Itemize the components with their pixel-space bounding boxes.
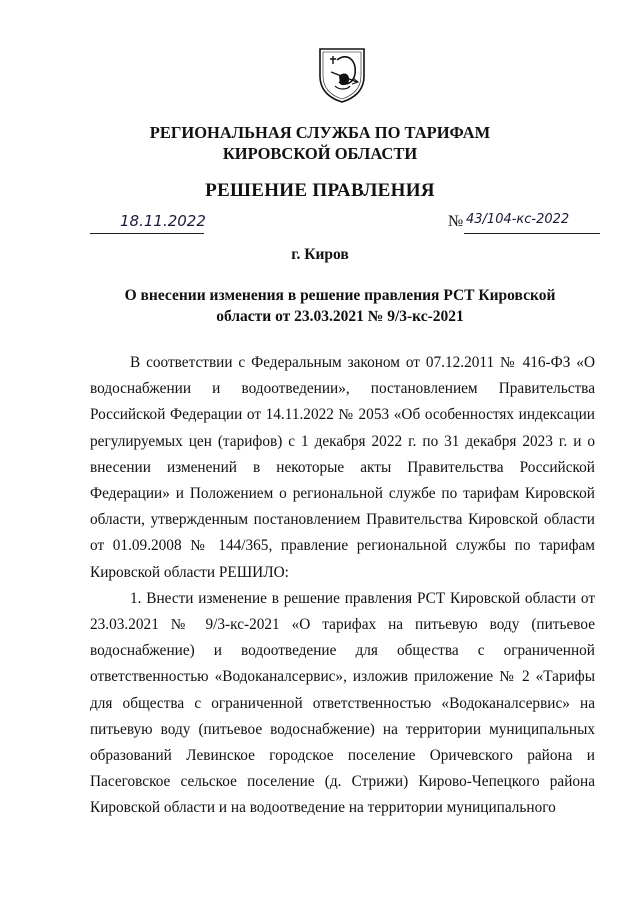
- document-number: [448, 212, 600, 236]
- body-paragraph: 1. Внести изменение в решение правления РСТ Кировской области от 23.03.2021 № 9/3-кс-2021 «О тарифах на питьевую воду (питьевое водоснабжение) и водоотведение для общества с ограниченной ответственностью «Водоканалсервис», изложив приложение № 2 «Тарифы для общества с ограниченной ответственностью «Водоканалсервис» на питьевую воду (питьевое водоснабжение) на территории муниципальных образований Левинское городское поселение Оричевского района и Пасеговское сельское поселение (д. Стрижи) Кирово-Чепецкого района Кировской области и на водоотведение на территории муниципального: [90, 589, 595, 817]
- handwritten-number: 43/104-кс-2022: [466, 212, 570, 227]
- organization-name-line2: КИРОВСКОЙ ОБЛАСТИ: [222, 144, 418, 163]
- city-label: г. Киров: [291, 246, 349, 263]
- document-subject: О внесении изменения в решение правления РСТ Кировской области от 23.03.2021 № 9/3-кс-2021: [124, 287, 556, 325]
- document-date: [90, 212, 204, 236]
- organization-name-line1: РЕГИОНАЛЬНАЯ СЛУЖБА ПО ТАРИФАМ: [149, 123, 491, 142]
- date-underline: [90, 233, 204, 234]
- body-paragraph: В соответствии с Федеральным законом от 07.12.2011 № 416-ФЗ «О водоснабжении и водоотведении», постановлением Правительства Российской Федерации от 14.11.2022 № 2053 «Об особенностях индексации регулируемых цен (тарифов) с 1 декабря 2022 г. по 31 декабря 2023 г. и о внесении изменений в некоторые акты Правительства Российской Федерации» и Положением о региональной службе по тарифам Кировской области, утвержденным постановлением Правительства Кировской области от 01.09.2008 № 144/365, правление региональной службы по тарифам Кировской области РЕШИЛО:: [90, 354, 595, 581]
- document-body: [90, 350, 595, 822]
- handwritten-date: 18.11.2022: [120, 212, 206, 230]
- number-underline: [464, 233, 600, 234]
- document-type-title: РЕШЕНИЕ ПРАВЛЕНИЯ: [205, 180, 435, 201]
- number-sign: №: [448, 213, 464, 230]
- kirov-oblast-coat-of-arms-icon: [317, 46, 367, 104]
